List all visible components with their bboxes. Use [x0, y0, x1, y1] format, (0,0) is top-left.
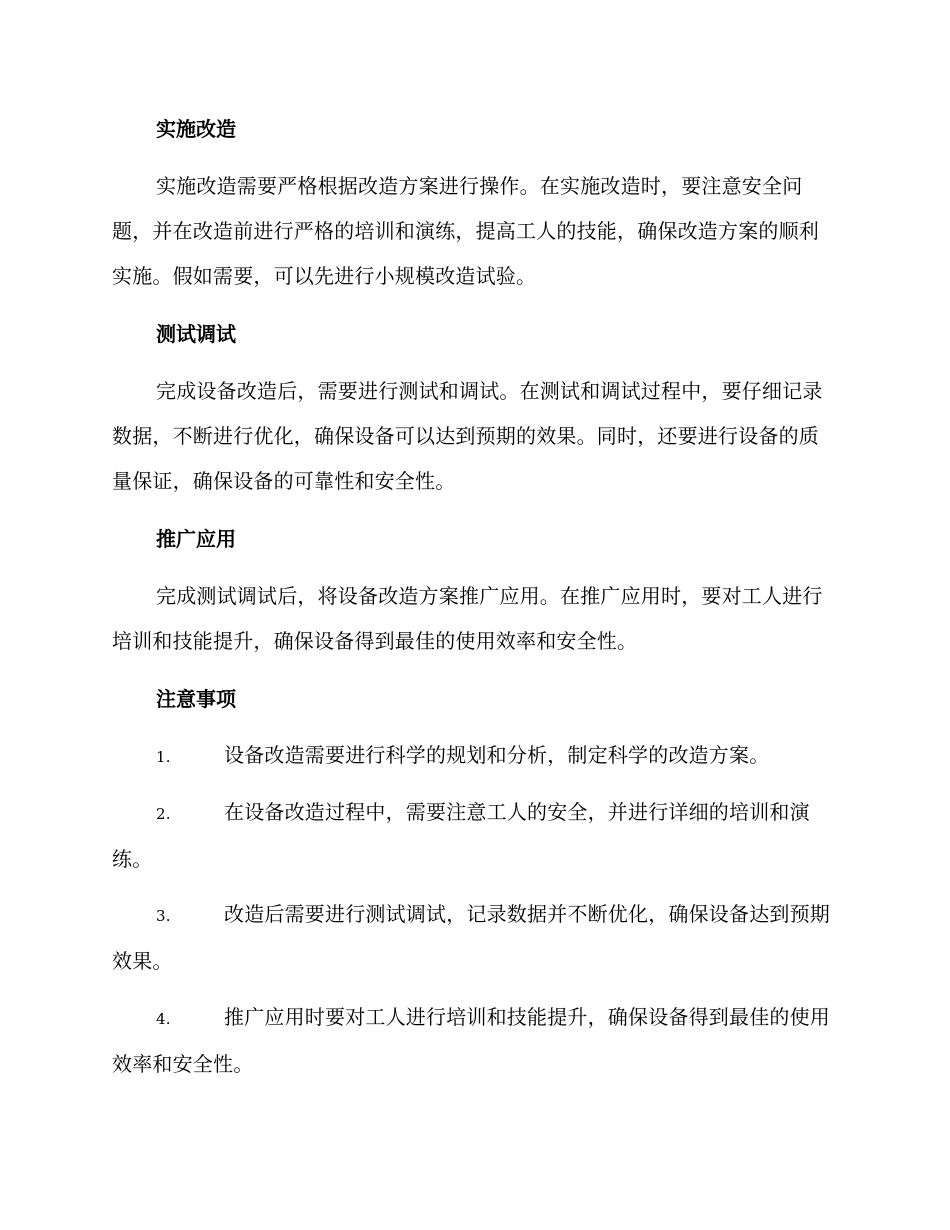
list-item-text: 在设备改造过程中，需要注意工人的安全，并进行详细的培训和演练。 [112, 800, 810, 871]
list-item-text: 设备改造需要进行科学的规划和分析，制定科学的改造方案。 [224, 743, 770, 767]
section-heading-implement: 实施改造 [156, 117, 236, 141]
list-item-number: 1. [156, 748, 171, 766]
section-heading-promotion: 推广应用 [156, 527, 236, 551]
list-item [112, 995, 834, 1087]
list-item-number: 2. [156, 805, 171, 823]
list-item-text: 改造后需要进行测试调试，记录数据并不断优化，确保设备达到预期效果。 [112, 902, 830, 973]
list-item-text: 推广应用时要对工人进行培训和技能提升，确保设备得到最佳的使用效率和安全性。 [112, 1005, 830, 1076]
list-item [112, 892, 834, 984]
section-paragraph-promotion: 完成测试调试后，将设备改造方案推广应用。在推广应用时，要对工人进行培训和技能提升，确保设备得到最佳的使用效率和安全性。 [112, 584, 823, 653]
list-item [112, 733, 834, 780]
list-item-number: 3. [156, 907, 171, 925]
notes-heading: 注意事项 [156, 687, 236, 711]
list-item [112, 790, 834, 882]
section-heading-testing: 测试调试 [156, 322, 236, 346]
list-item-number: 4. [156, 1010, 171, 1028]
section-paragraph-implement: 实施改造需要严格根据改造方案进行操作。在实施改造时，要注意安全问题，并在改造前进行严格的培训和演练，提高工人的技能，确保改造方案的顺利实施。假如需要，可以先进行小规模改造试验。 [112, 174, 819, 288]
section-paragraph-testing: 完成设备改造后，需要进行测试和调试。在测试和调试过程中，要仔细记录数据，不断进行优化，确保设备可以达到预期的效果。同时，还要进行设备的质量保证，确保设备的可靠性和安全性。 [112, 379, 823, 493]
